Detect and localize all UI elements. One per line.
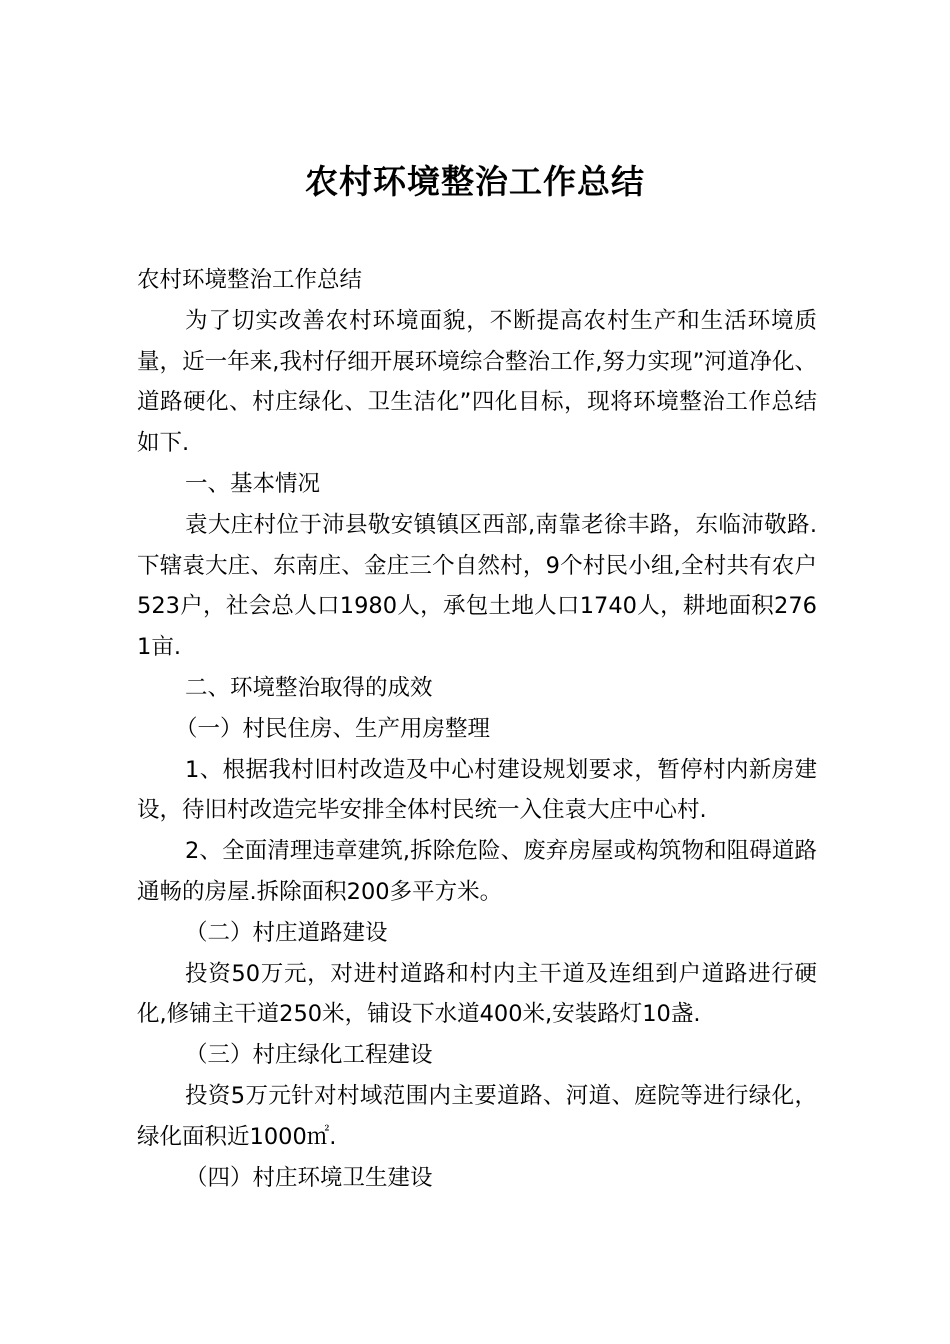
subsection-heading-greening: （三）村庄绿化工程建设 bbox=[185, 1042, 433, 1069]
roads-paragraph: 投资50万元，对进村道路和村内主干道及连组到户道路进行硬化,修铺主干道250米，铺设下水道400米,安装路灯10盏. bbox=[137, 960, 817, 1028]
document-body bbox=[137, 260, 817, 1198]
section-heading-basic: 一、基本情况 bbox=[185, 470, 321, 497]
basic-info-paragraph: 袁大庄村位于沛县敬安镇镇区西部,南靠老徐丰路，东临沛敬路.下辖袁大庄、东南庄、金庄三个自然村，9个村民小组,全村共有农户523户，社会总人口1980人，承包土地人口1740人，耕地面积2761亩. bbox=[137, 511, 817, 661]
subsection-heading-housing: （一）村民住房、生产用房整理 bbox=[175, 715, 491, 742]
intro-paragraph: 为了切实改善农村环境面貌，不断提高农村生产和生活环境质量，近一年来,我村仔细开展环境综合整治工作,努力实现”河道净化、道路硬化、村庄绿化、卫生洁化”四化目标，现将环境整治工作总结如下. bbox=[137, 307, 817, 457]
subtitle-paragraph: 农村环境整治工作总结 bbox=[137, 267, 363, 293]
section-heading-results: 二、环境整治取得的成效 bbox=[185, 674, 433, 701]
housing-item-2: 2、全面清理违章建筑,拆除危险、废弃房屋或构筑物和阻碍道路通畅的房屋.拆除面积200多平方米。 bbox=[137, 838, 817, 905]
subsection-heading-roads: （二）村庄道路建设 bbox=[185, 919, 388, 946]
housing-item-1: 1、根据我村旧村改造及中心村建设规划要求，暂停村内新房建设，待旧村改造完毕安排全体村民统一入住袁大庄中心村. bbox=[137, 756, 817, 824]
document-title: 农村环境整治工作总结 bbox=[305, 162, 645, 201]
subsection-heading-sanitation: （四）村庄环境卫生建设 bbox=[185, 1164, 433, 1191]
greening-paragraph: 投资5万元针对村域范围内主要道路、河道、庭院等进行绿化，绿化面积近1000㎡. bbox=[137, 1082, 817, 1150]
